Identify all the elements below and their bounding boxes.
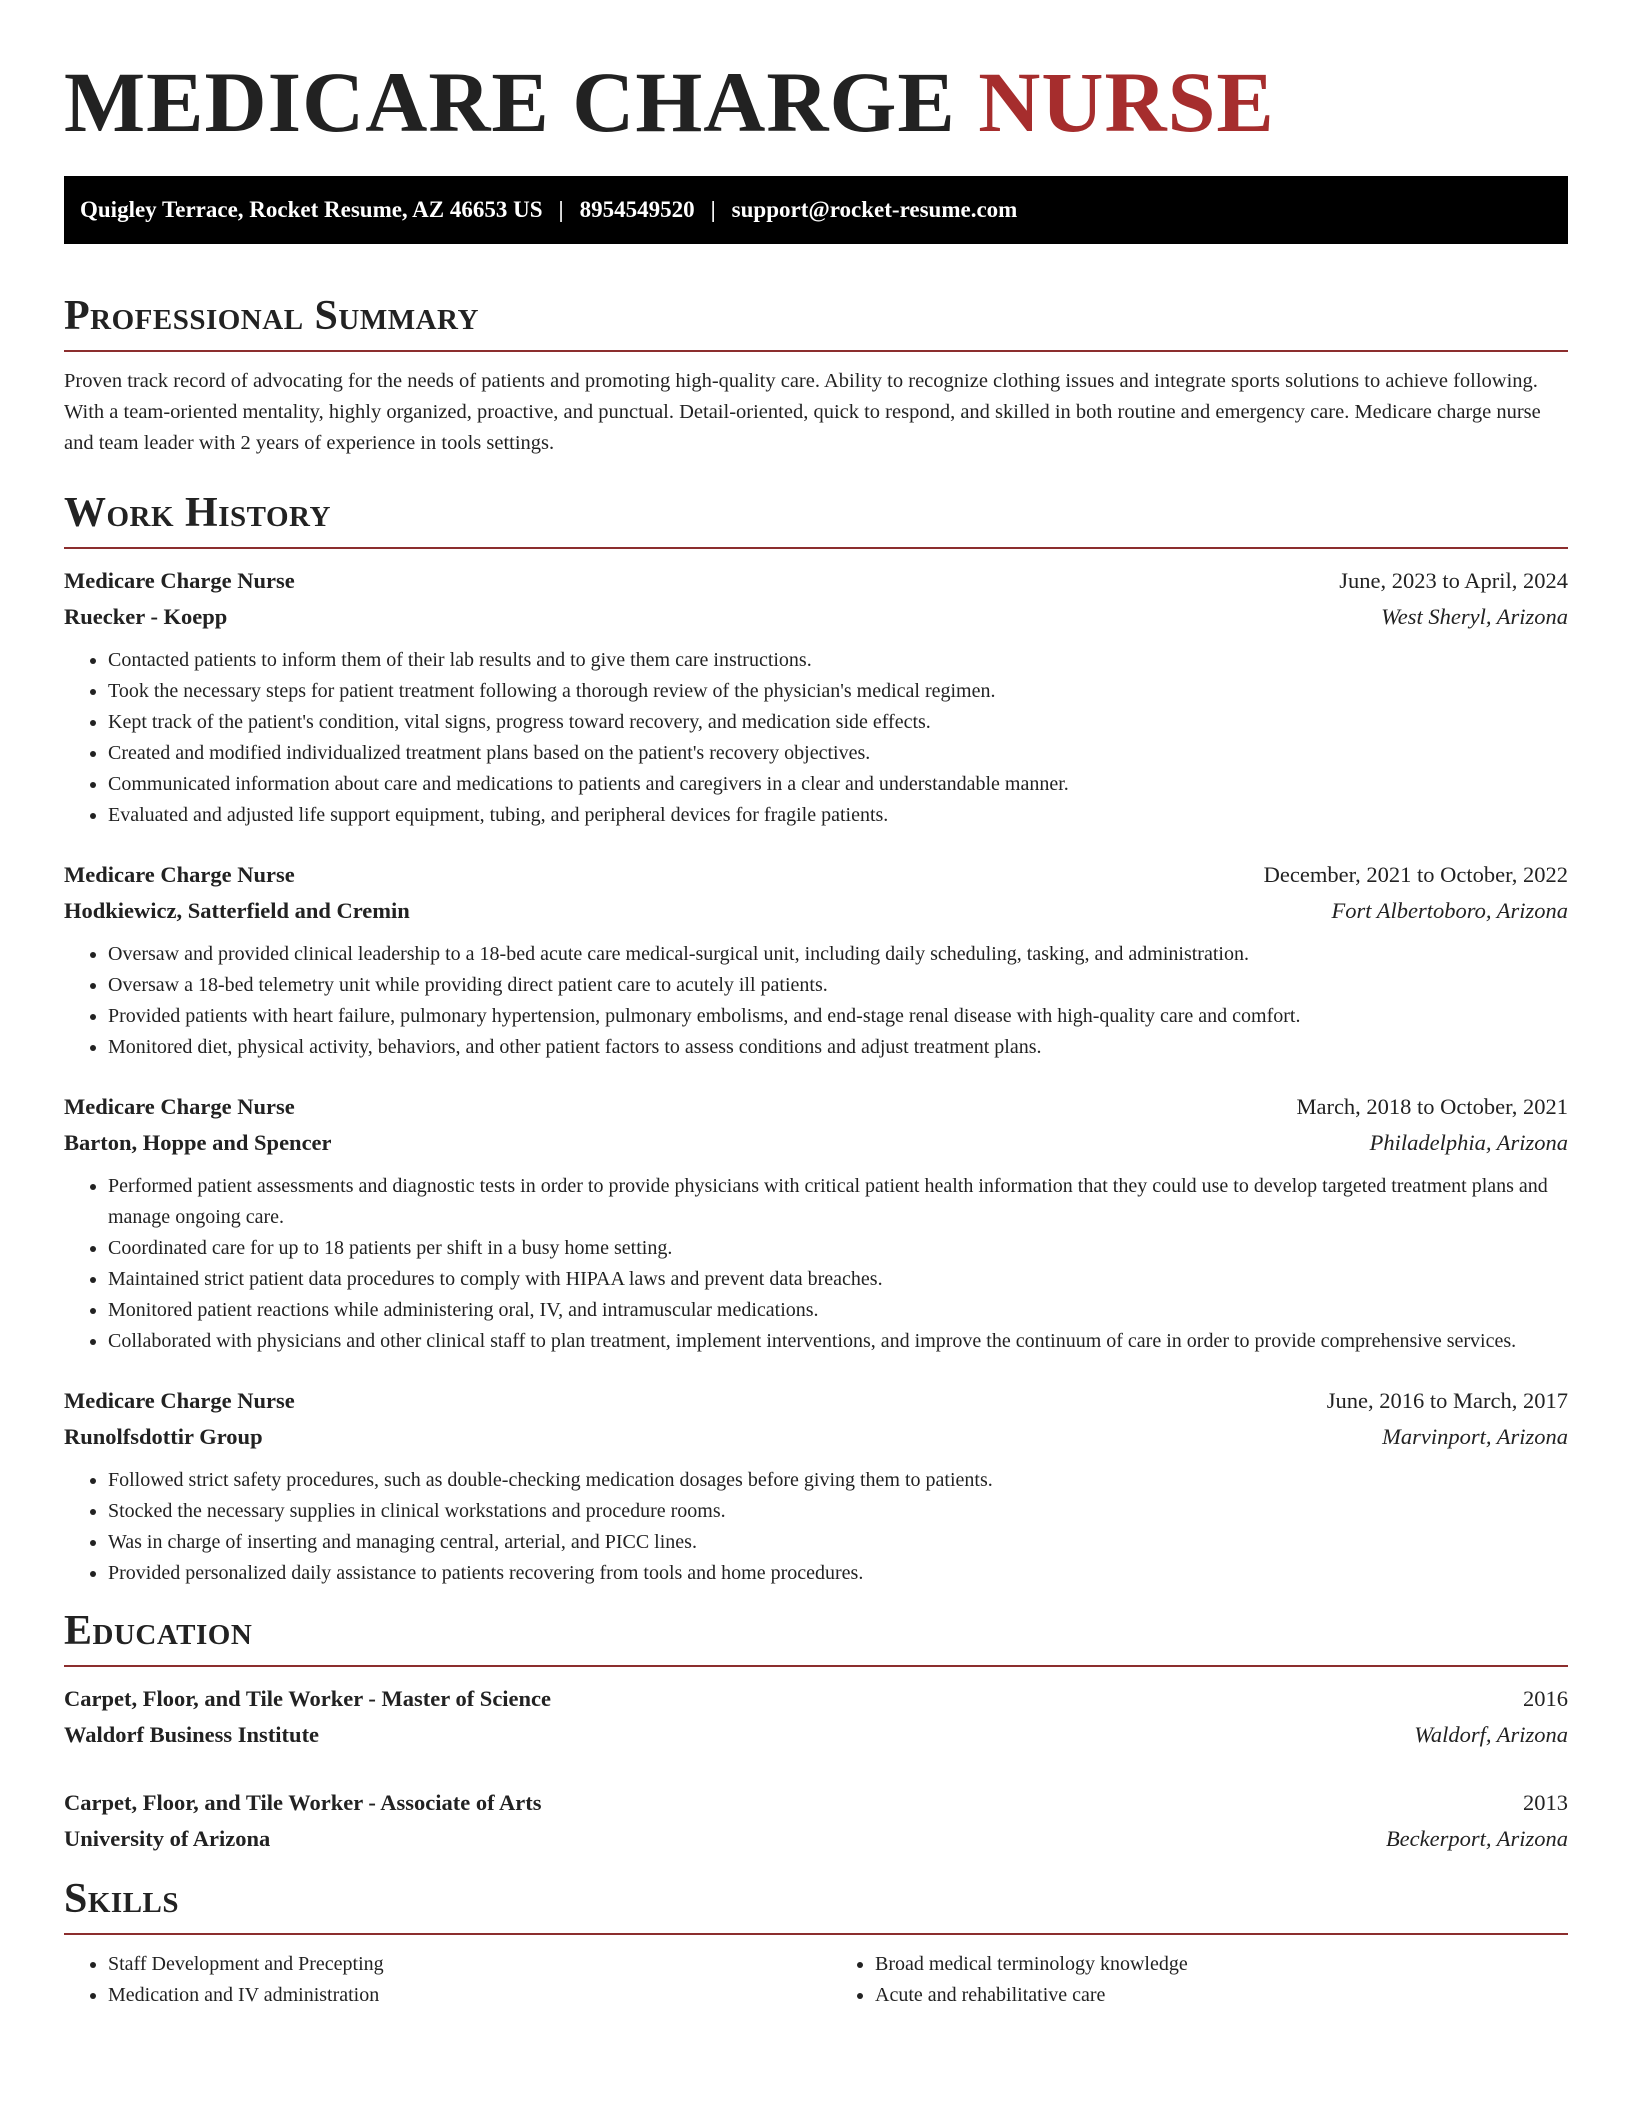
education-degree-row bbox=[64, 1681, 1568, 1717]
contact-separator: | bbox=[710, 197, 716, 222]
list-item: • Was in charge of inserting and managing central, arterial, and PICC lines. bbox=[108, 1527, 1568, 1558]
job-role: Medicare Charge Nurse bbox=[64, 1094, 295, 1119]
list-item: • Oversaw and provided clinical leadership to a 18-bed acute care medical-surgical unit, including daily scheduling, tasking, and administration. bbox=[108, 939, 1568, 970]
job-location: Fort Albertoboro, Arizona bbox=[1331, 898, 1568, 923]
list-item: • Maintained strict patient data procedures to comply with HIPAA laws and prevent data breaches. bbox=[108, 1264, 1568, 1295]
education-location: Waldorf, Arizona bbox=[1414, 1722, 1568, 1747]
education-location: Beckerport, Arizona bbox=[1385, 1826, 1568, 1851]
education-school: Waldorf Business Institute bbox=[64, 1722, 320, 1747]
job-company: Runolfsdottir Group bbox=[64, 1424, 263, 1449]
contact-bar bbox=[64, 176, 1568, 244]
education-degree: Carpet, Floor, and Tile Worker - Master of Science bbox=[64, 1686, 552, 1711]
education-year: 2013 bbox=[1523, 1790, 1568, 1815]
job-bullets bbox=[64, 645, 1568, 831]
job-entry bbox=[64, 857, 1568, 1063]
job-company-row bbox=[64, 893, 1568, 929]
job-company: Barton, Hoppe and Spencer bbox=[64, 1130, 332, 1155]
summary-text: Proven track record of advocating for the needs of patients and promoting high-quality care. Ability to recognize clothing issues and integrate sports solutions to achieve following. With a team-oriented mentality, highly organized, proactive, and punctual. Detail-oriented, quick to respond, and skilled in both routine and emergency care. Medicare charge nurse and team leader with 2 years of experience in tools settings. bbox=[64, 370, 1541, 454]
list-item: • Created and modified individualized treatment plans based on the patient's recovery objectives. bbox=[108, 738, 1568, 769]
job-entry bbox=[64, 1089, 1568, 1357]
skills-list-left bbox=[64, 1949, 801, 2011]
education-entry bbox=[64, 1681, 1568, 1753]
list-item: • Monitored patient reactions while administering oral, IV, and intramuscular medications. bbox=[108, 1295, 1568, 1326]
skills-list-right bbox=[831, 1949, 1568, 2011]
section-divider bbox=[64, 1933, 1568, 1935]
contact-separator: | bbox=[558, 197, 564, 222]
job-company: Ruecker - Koepp bbox=[64, 604, 228, 629]
job-company-row bbox=[64, 1125, 1568, 1161]
list-item: • Provided personalized daily assistance to patients recovering from tools and home procedures. bbox=[108, 1558, 1568, 1589]
skill-item: • Staff Development and Precepting bbox=[108, 1949, 801, 1980]
list-item: • Took the necessary steps for patient treatment following a thorough review of the physician's medical regimen. bbox=[108, 676, 1568, 707]
job-role: Medicare Charge Nurse bbox=[64, 862, 295, 887]
education-school-row bbox=[64, 1717, 1568, 1753]
section-title-summary: Professional Summary bbox=[64, 293, 479, 339]
section-divider bbox=[64, 547, 1568, 549]
job-header-row bbox=[64, 1089, 1568, 1125]
list-item: • Provided patients with heart failure, pulmonary hypertension, pulmonary embolisms, and end-stage renal disease with high-quality care and comfort. bbox=[108, 1001, 1568, 1032]
job-company-row bbox=[64, 599, 1568, 635]
list-item: • Contacted patients to inform them of their lab results and to give them care instructions. bbox=[108, 645, 1568, 676]
skill-item: • Acute and rehabilitative care bbox=[875, 1980, 1568, 2011]
job-entry bbox=[64, 1383, 1568, 1589]
job-header-row bbox=[64, 563, 1568, 599]
contact-phone: 8954549520 bbox=[579, 197, 695, 222]
job-location: Philadelphia, Arizona bbox=[1369, 1130, 1568, 1155]
job-dates: June, 2016 to March, 2017 bbox=[1326, 1388, 1568, 1413]
section-divider bbox=[64, 350, 1568, 352]
job-dates: March, 2018 to October, 2021 bbox=[1296, 1094, 1568, 1119]
list-item: • Monitored diet, physical activity, behaviors, and other patient factors to assess conditions and adjust treatment plans. bbox=[108, 1032, 1568, 1063]
list-item: • Stocked the necessary supplies in clinical workstations and procedure rooms. bbox=[108, 1496, 1568, 1527]
section-divider bbox=[64, 1665, 1568, 1667]
skill-item: • Broad medical terminology knowledge bbox=[875, 1949, 1568, 1980]
education-year: 2016 bbox=[1523, 1686, 1568, 1711]
job-header-row bbox=[64, 857, 1568, 893]
education-entry bbox=[64, 1785, 1568, 1857]
section-title-education: Education bbox=[64, 1608, 253, 1654]
job-location: Marvinport, Arizona bbox=[1382, 1424, 1568, 1449]
job-header-row bbox=[64, 1383, 1568, 1419]
job-role: Medicare Charge Nurse bbox=[64, 568, 295, 593]
education-degree-row bbox=[64, 1785, 1568, 1821]
education-school: University of Arizona bbox=[64, 1826, 271, 1851]
summary-section bbox=[64, 288, 1568, 459]
name-accent: NURSE bbox=[978, 54, 1275, 150]
resume-name bbox=[64, 0, 1568, 152]
job-entry bbox=[64, 563, 1568, 831]
list-item: • Performed patient assessments and diagnostic tests in order to provide physicians with critical patient health information that they could use to develop targeted treatment plans and manage ongoing care. bbox=[108, 1171, 1568, 1233]
contact-email: support@rocket-resume.com bbox=[731, 197, 1018, 222]
job-company-row bbox=[64, 1419, 1568, 1455]
list-item: • Evaluated and adjusted life support equipment, tubing, and peripheral devices for fragile patients. bbox=[108, 800, 1568, 831]
job-company: Hodkiewicz, Satterfield and Cremin bbox=[64, 898, 410, 923]
section-title-skills: Skills bbox=[64, 1876, 180, 1922]
skills-section bbox=[64, 1871, 1568, 2011]
list-item: • Oversaw a 18-bed telemetry unit while providing direct patient care to acutely ill patients. bbox=[108, 970, 1568, 1001]
job-dates: December, 2021 to October, 2022 bbox=[1263, 862, 1568, 887]
job-dates: June, 2023 to April, 2024 bbox=[1339, 568, 1568, 593]
job-bullets bbox=[64, 1171, 1568, 1357]
list-item: • Kept track of the patient's condition, vital signs, progress toward recovery, and medication side effects. bbox=[108, 707, 1568, 738]
list-item: • Collaborated with physicians and other clinical staff to plan treatment, implement interventions, and improve the continuum of care in order to provide comprehensive services. bbox=[108, 1326, 1568, 1357]
list-item: • Coordinated care for up to 18 patients per shift in a busy home setting. bbox=[108, 1233, 1568, 1264]
section-title-work-history: Work History bbox=[64, 490, 331, 536]
name-main: MEDICARE CHARGE bbox=[64, 54, 956, 150]
job-bullets bbox=[64, 1465, 1568, 1589]
list-item: • Communicated information about care and medications to patients and caregivers in a clear and understandable manner. bbox=[108, 769, 1568, 800]
job-location: West Sheryl, Arizona bbox=[1381, 604, 1568, 629]
work-history-section bbox=[64, 485, 1568, 1589]
list-item: • Followed strict safety procedures, such as double-checking medication dosages before giving them to patients. bbox=[108, 1465, 1568, 1496]
skills-grid bbox=[64, 1949, 1568, 2011]
contact-address: Quigley Terrace, Rocket Resume, AZ 46653 US bbox=[80, 197, 543, 222]
education-school-row bbox=[64, 1821, 1568, 1857]
skill-item: • Medication and IV administration bbox=[108, 1980, 801, 2011]
education-section bbox=[64, 1603, 1568, 1857]
education-degree: Carpet, Floor, and Tile Worker - Associate of Arts bbox=[64, 1790, 542, 1815]
job-bullets bbox=[64, 939, 1568, 1063]
job-role: Medicare Charge Nurse bbox=[64, 1388, 295, 1413]
